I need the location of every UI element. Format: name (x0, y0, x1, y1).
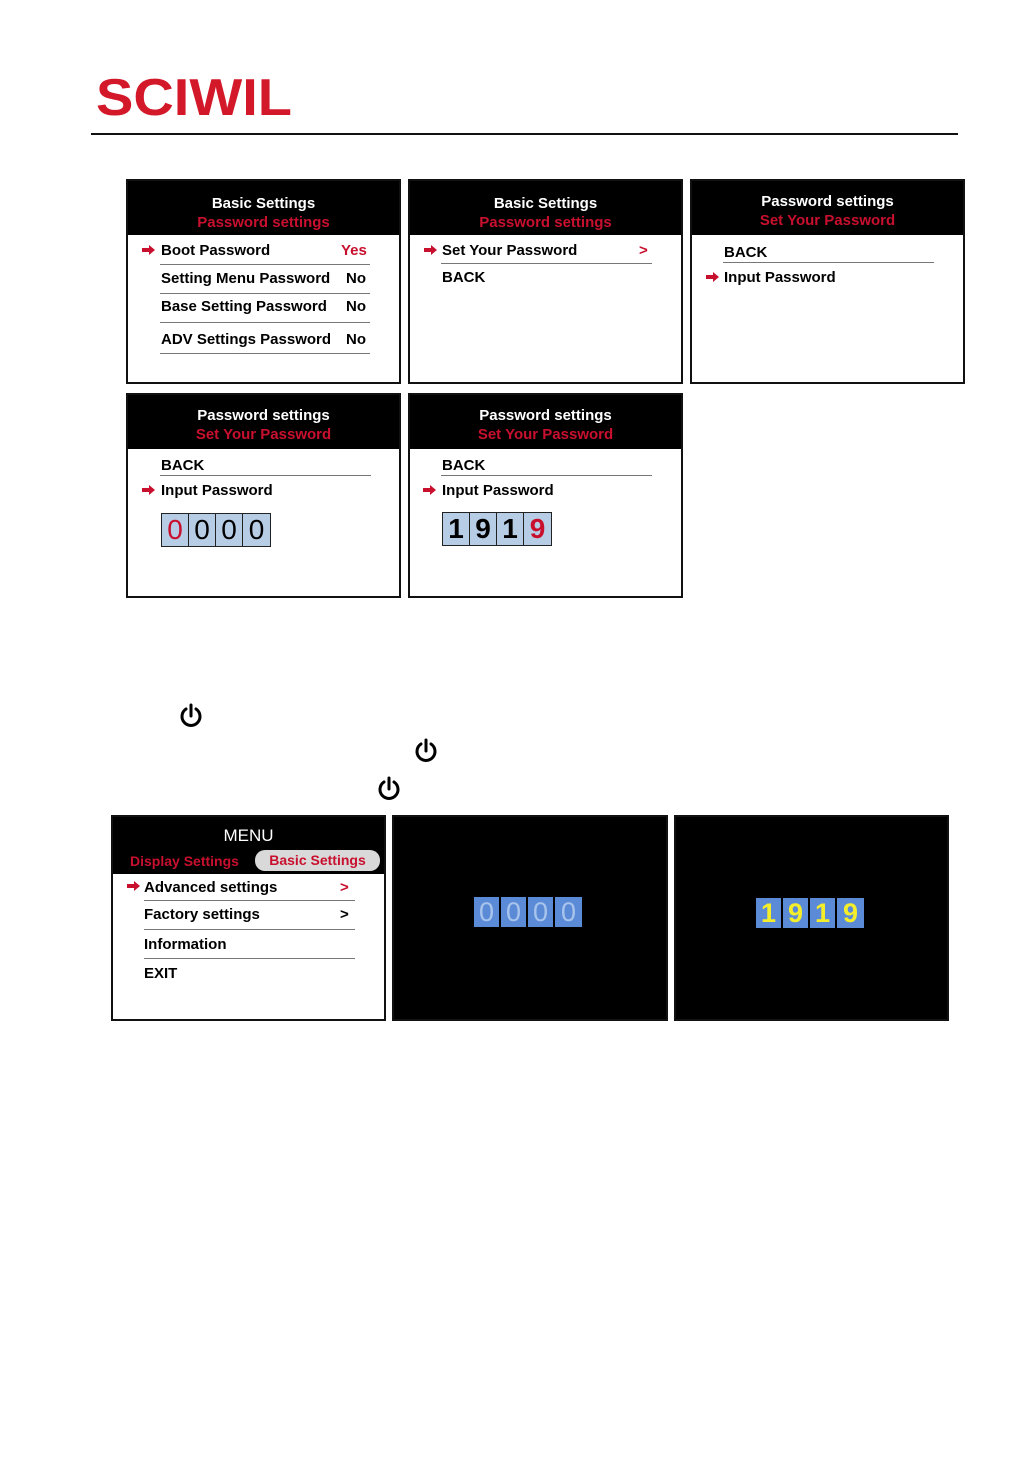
screen-password-prompt-filled (674, 815, 949, 1021)
header-rule (91, 133, 958, 135)
screen-subtitle: Set Your Password (759, 212, 896, 229)
divider (144, 900, 355, 901)
password-digit[interactable]: 0 (555, 897, 582, 927)
right-arrow-icon (142, 245, 155, 255)
right-arrow-icon (424, 245, 437, 255)
password-digit[interactable]: 1 (810, 898, 837, 928)
screen-title: Password settings (197, 407, 330, 424)
right-arrow-icon (423, 485, 436, 495)
right-arrow-icon (127, 881, 140, 891)
menu-item-information[interactable]: Information (144, 936, 227, 953)
menu-item-value: No (346, 331, 366, 348)
password-digit[interactable]: 9 (470, 513, 497, 545)
menu-item-exit[interactable]: EXIT (144, 965, 178, 982)
power-icon (377, 776, 401, 802)
menu-item-back[interactable]: BACK (724, 244, 768, 261)
divider (441, 475, 652, 476)
menu-item-factory-settings[interactable]: Factory settings (144, 906, 260, 923)
power-icon (414, 738, 438, 764)
menu-item-input-password[interactable]: Input Password (161, 482, 273, 499)
password-digit[interactable]: 9 (524, 513, 551, 545)
password-digit[interactable]: 0 (474, 897, 501, 927)
password-digit[interactable]: 9 (837, 898, 864, 928)
menu-item-advanced-settings[interactable]: Advanced settings (144, 879, 278, 896)
divider (160, 475, 371, 476)
divider (144, 958, 355, 959)
screen-subtitle: Set Your Password (477, 426, 614, 443)
password-digit[interactable]: 0 (528, 897, 555, 927)
sciwil-logo (96, 70, 296, 122)
menu-item-value: No (346, 298, 366, 315)
menu-item-input-password[interactable]: Input Password (442, 482, 554, 499)
screen-input-password-empty (126, 393, 401, 598)
menu-item-setting-menu-password[interactable]: Setting Menu Password (161, 270, 331, 287)
screen-input-password-filled (408, 393, 683, 598)
chevron-right-icon: > (340, 879, 349, 896)
chevron-right-icon: > (340, 906, 349, 923)
screen-password-prompt-empty (392, 815, 668, 1021)
menu-item-set-your-password[interactable]: Set Your Password (442, 242, 578, 259)
svg-text:SCIWIL: SCIWIL (96, 70, 292, 122)
tab-display-settings[interactable]: Display Settings (130, 853, 239, 869)
screen-subtitle: Password settings (197, 214, 330, 231)
password-digit[interactable]: 9 (783, 898, 810, 928)
password-digit[interactable]: 0 (243, 514, 270, 546)
password-digit[interactable]: 0 (501, 897, 528, 927)
menu-item-back[interactable]: BACK (442, 269, 486, 286)
password-digits[interactable] (474, 897, 582, 927)
divider (441, 263, 652, 264)
password-digit[interactable]: 1 (443, 513, 470, 545)
right-arrow-icon (706, 272, 719, 282)
password-digits[interactable] (756, 898, 864, 928)
screen-title: Password settings (761, 193, 894, 210)
menu-item-back[interactable]: BACK (442, 457, 486, 474)
menu-item-value: Yes (341, 242, 367, 259)
menu-item-value: No (346, 270, 366, 287)
password-digit[interactable]: 1 (497, 513, 524, 545)
password-digit[interactable]: 0 (216, 514, 243, 546)
password-digit[interactable]: 0 (189, 514, 216, 546)
divider (160, 353, 370, 354)
screen-title: MENU (223, 826, 274, 845)
screen-basic-settings-password (126, 179, 401, 384)
screen-subtitle: Set Your Password (195, 426, 332, 443)
divider (160, 293, 370, 294)
menu-item-back[interactable]: BACK (161, 457, 205, 474)
password-digits[interactable] (161, 513, 271, 547)
screen-title: Basic Settings (211, 195, 316, 212)
screen-basic-settings-set-password (408, 179, 683, 384)
menu-item-input-password[interactable]: Input Password (724, 269, 836, 286)
divider (144, 929, 355, 930)
password-digit[interactable]: 0 (162, 514, 189, 546)
right-arrow-icon (142, 485, 155, 495)
screen-title: Password settings (479, 407, 612, 424)
password-digits[interactable] (442, 512, 552, 546)
screen-password-settings (690, 179, 965, 384)
screen-title: Basic Settings (493, 195, 598, 212)
menu-item-base-setting-password[interactable]: Base Setting Password (161, 298, 327, 315)
divider (160, 264, 370, 265)
menu-item-boot-password[interactable]: Boot Password (161, 242, 271, 259)
tab-basic-settings[interactable]: Basic Settings (255, 850, 380, 871)
chevron-right-icon: > (639, 242, 648, 259)
screen-subtitle: Password settings (479, 214, 612, 231)
power-icon (179, 703, 203, 729)
password-digit[interactable]: 1 (756, 898, 783, 928)
divider (160, 322, 370, 323)
menu-item-adv-settings-password[interactable]: ADV Settings Password (161, 331, 332, 348)
divider (723, 262, 934, 263)
screen-main-menu (111, 815, 386, 1021)
